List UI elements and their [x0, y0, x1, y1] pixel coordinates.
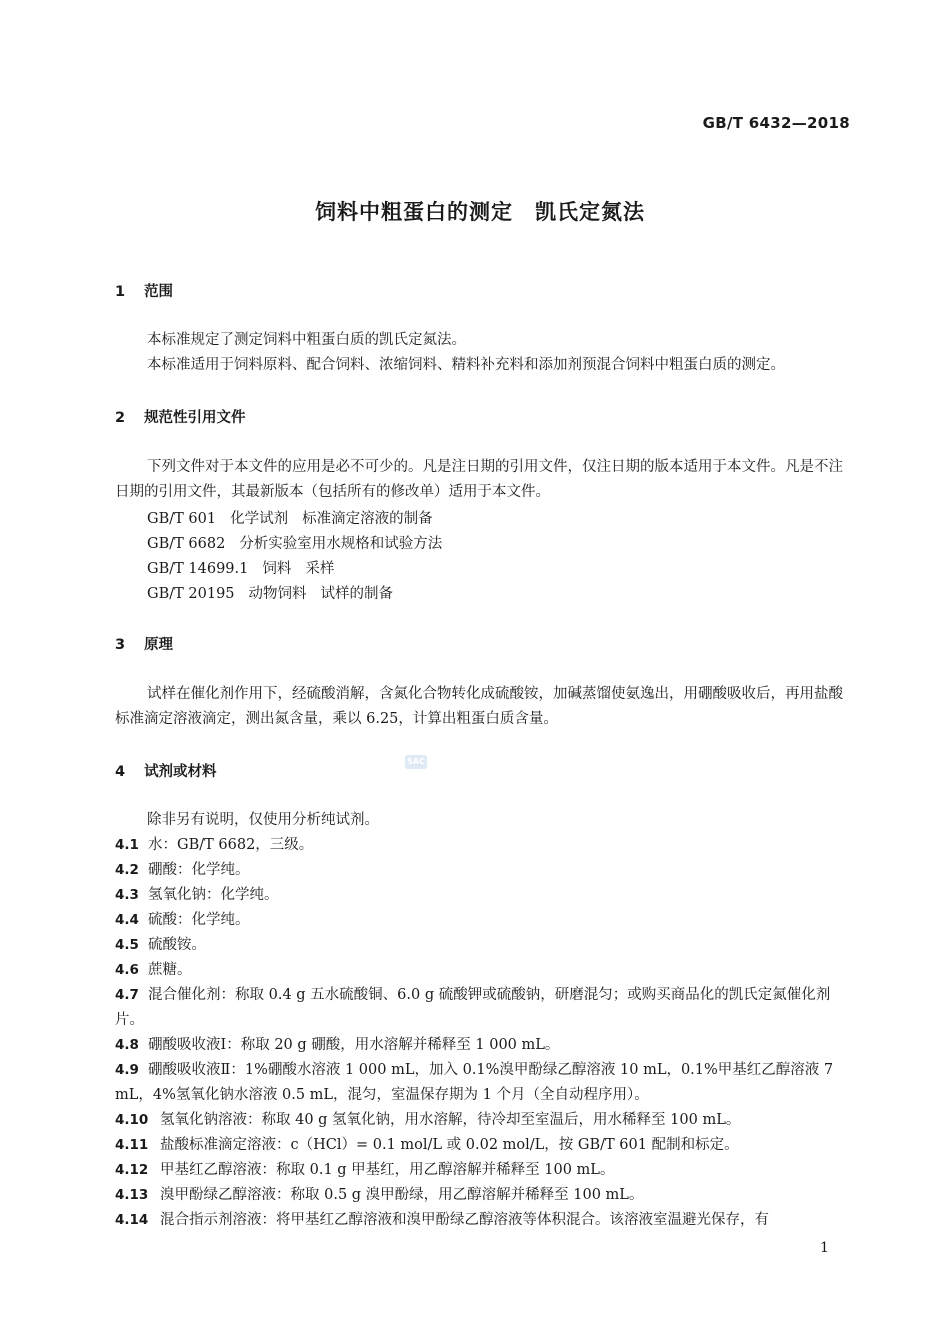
scope-paragraph-2: 本标准适用于饲料原料、配合饲料、浓缩饲料、精料补充料和添加剂预混合饲料中粗蛋白质的测定。 [147, 357, 785, 373]
section-title: 原理 [144, 637, 174, 653]
reagent-item [115, 933, 850, 958]
reference-code: GB/T 6682 [147, 536, 226, 552]
item-text: 硼酸吸收液Ⅱ：1%硼酸水溶液 1 000 mL，加入 0.1%溴甲酚绿乙醇溶液 10 mL，0.1%甲基红乙醇溶液 7 mL，4%氢氧化钠水溶液 0.5 mL，混匀，室温保存期为 1 个月（全自动程序用）。 [115, 1062, 834, 1103]
item-text: 硼酸：化学纯。 [148, 862, 250, 878]
reference-title-part: 试样的制备 [320, 586, 394, 602]
item-number: 4.11 [115, 1137, 149, 1153]
scope-paragraph-1: 本标准规定了测定饲料中粗蛋白质的凯氏定氮法。 [147, 332, 466, 348]
item-number: 4.12 [115, 1162, 149, 1178]
item-number: 4.14 [115, 1212, 149, 1228]
item-text: 水：GB/T 6682，三级。 [148, 837, 314, 853]
section-number: 2 [115, 410, 126, 426]
reagent-item [115, 983, 850, 1033]
item-number: 4.8 [115, 1037, 139, 1053]
section-number: 4 [115, 764, 126, 780]
item-text: 混合催化剂：称取 0.4 g 五水硫酸铜、6.0 g 硫酸钾或硫酸钠，研磨混匀；或购买商品化的凯氏定氮催化剂片。 [115, 987, 831, 1028]
item-number: 4.4 [115, 912, 139, 928]
reagent-item [115, 908, 850, 933]
reference-item [147, 532, 456, 553]
document-title: 饲料中粗蛋白的测定 凯氏定氮法 [315, 200, 645, 224]
reagent-item [115, 833, 850, 858]
reagent-item [115, 1058, 850, 1108]
reference-title-part: 饲料 [262, 561, 292, 577]
reagent-item [115, 1183, 850, 1208]
item-text: 溴甲酚绿乙醇溶液：称取 0.5 g 溴甲酚绿，用乙醇溶解并稀释至 100 mL。 [160, 1187, 644, 1203]
reagent-item [115, 883, 850, 908]
reference-item [147, 557, 348, 578]
sac-watermark-logo: SAC [405, 755, 427, 769]
section-title: 范围 [144, 284, 174, 300]
reagent-item [115, 858, 850, 883]
item-number: 4.2 [115, 862, 139, 878]
item-number: 4.7 [115, 987, 139, 1003]
reagent-item [115, 1208, 850, 1233]
section-number: 1 [115, 284, 126, 300]
item-text: 氢氧化钠溶液：称取 40 g 氢氧化钠，用水溶解，待冷却至室温后，用水稀释至 100 mL。 [160, 1112, 741, 1128]
reference-code: GB/T 601 [147, 511, 217, 527]
item-number: 4.1 [115, 837, 139, 853]
principle-paragraph: 试样在催化剂作用下，经硫酸消解，含氮化合物转化成硫酸铵，加碱蒸馏使氨逸出，用硼酸吸收后，再用盐酸标准滴定溶液滴定，测出氮含量，乘以 6.25，计算出粗蛋白质含量。 [115, 686, 843, 727]
reagent-item [115, 958, 850, 983]
reagent-item [115, 1108, 850, 1133]
reference-title-part: 化学试剂 [230, 511, 289, 527]
reference-code: GB/T 20195 [147, 586, 235, 602]
section-1-heading [115, 280, 173, 301]
section-2-heading [115, 406, 246, 427]
item-text: 氢氧化钠：化学纯。 [148, 887, 279, 903]
item-number: 4.9 [115, 1062, 139, 1078]
section-number: 3 [115, 637, 126, 653]
reference-title-part: 分析实验室用水规格和试验方法 [239, 536, 443, 552]
item-text: 硫酸铵。 [148, 937, 206, 953]
reference-item [147, 582, 407, 603]
item-number: 4.3 [115, 887, 139, 903]
item-text: 硫酸：化学纯。 [148, 912, 250, 928]
item-text: 甲基红乙醇溶液：称取 0.1 g 甲基红，用乙醇溶解并稀释至 100 mL。 [160, 1162, 615, 1178]
section-4-heading [115, 760, 217, 781]
section-title: 试剂或材料 [144, 764, 217, 780]
reagent-item [115, 1158, 850, 1183]
standard-number: GB/T 6432—2018 [702, 114, 850, 132]
reference-title-part: 采样 [305, 561, 335, 577]
reagent-item [115, 1133, 850, 1158]
item-number: 4.10 [115, 1112, 149, 1128]
reference-title-part: 动物饲料 [248, 586, 307, 602]
item-number: 4.6 [115, 962, 139, 978]
item-text: 硼酸吸收液Ⅰ：称取 20 g 硼酸，用水溶解并稀释至 1 000 mL。 [148, 1037, 560, 1053]
item-text: 盐酸标准滴定溶液：c（HCl）= 0.1 mol/L 或 0.02 mol/L，按 GB/T 601 配制和标定。 [160, 1137, 739, 1153]
section-3-heading [115, 633, 173, 654]
item-text: 混合指示剂溶液：将甲基红乙醇溶液和溴甲酚绿乙醇溶液等体积混合。该溶液室温避光保存，有 [160, 1212, 769, 1228]
reference-code: GB/T 14699.1 [147, 561, 249, 577]
item-number: 4.5 [115, 937, 139, 953]
item-number: 4.13 [115, 1187, 149, 1203]
references-intro: 下列文件对于本文件的应用是必不可少的。凡是注日期的引用文件，仅注日期的版本适用于本文件。凡是不注日期的引用文件，其最新版本（包括所有的修改单）适用于本文件。 [115, 459, 843, 500]
item-text: 蔗糖。 [148, 962, 192, 978]
section-title: 规范性引用文件 [144, 410, 246, 426]
reference-item [147, 507, 447, 528]
page-number: 1 [820, 1240, 829, 1256]
reagents-intro: 除非另有说明，仅使用分析纯试剂。 [147, 812, 379, 828]
reagent-item [115, 1033, 850, 1058]
reference-title-part: 标准滴定溶液的制备 [302, 511, 433, 527]
